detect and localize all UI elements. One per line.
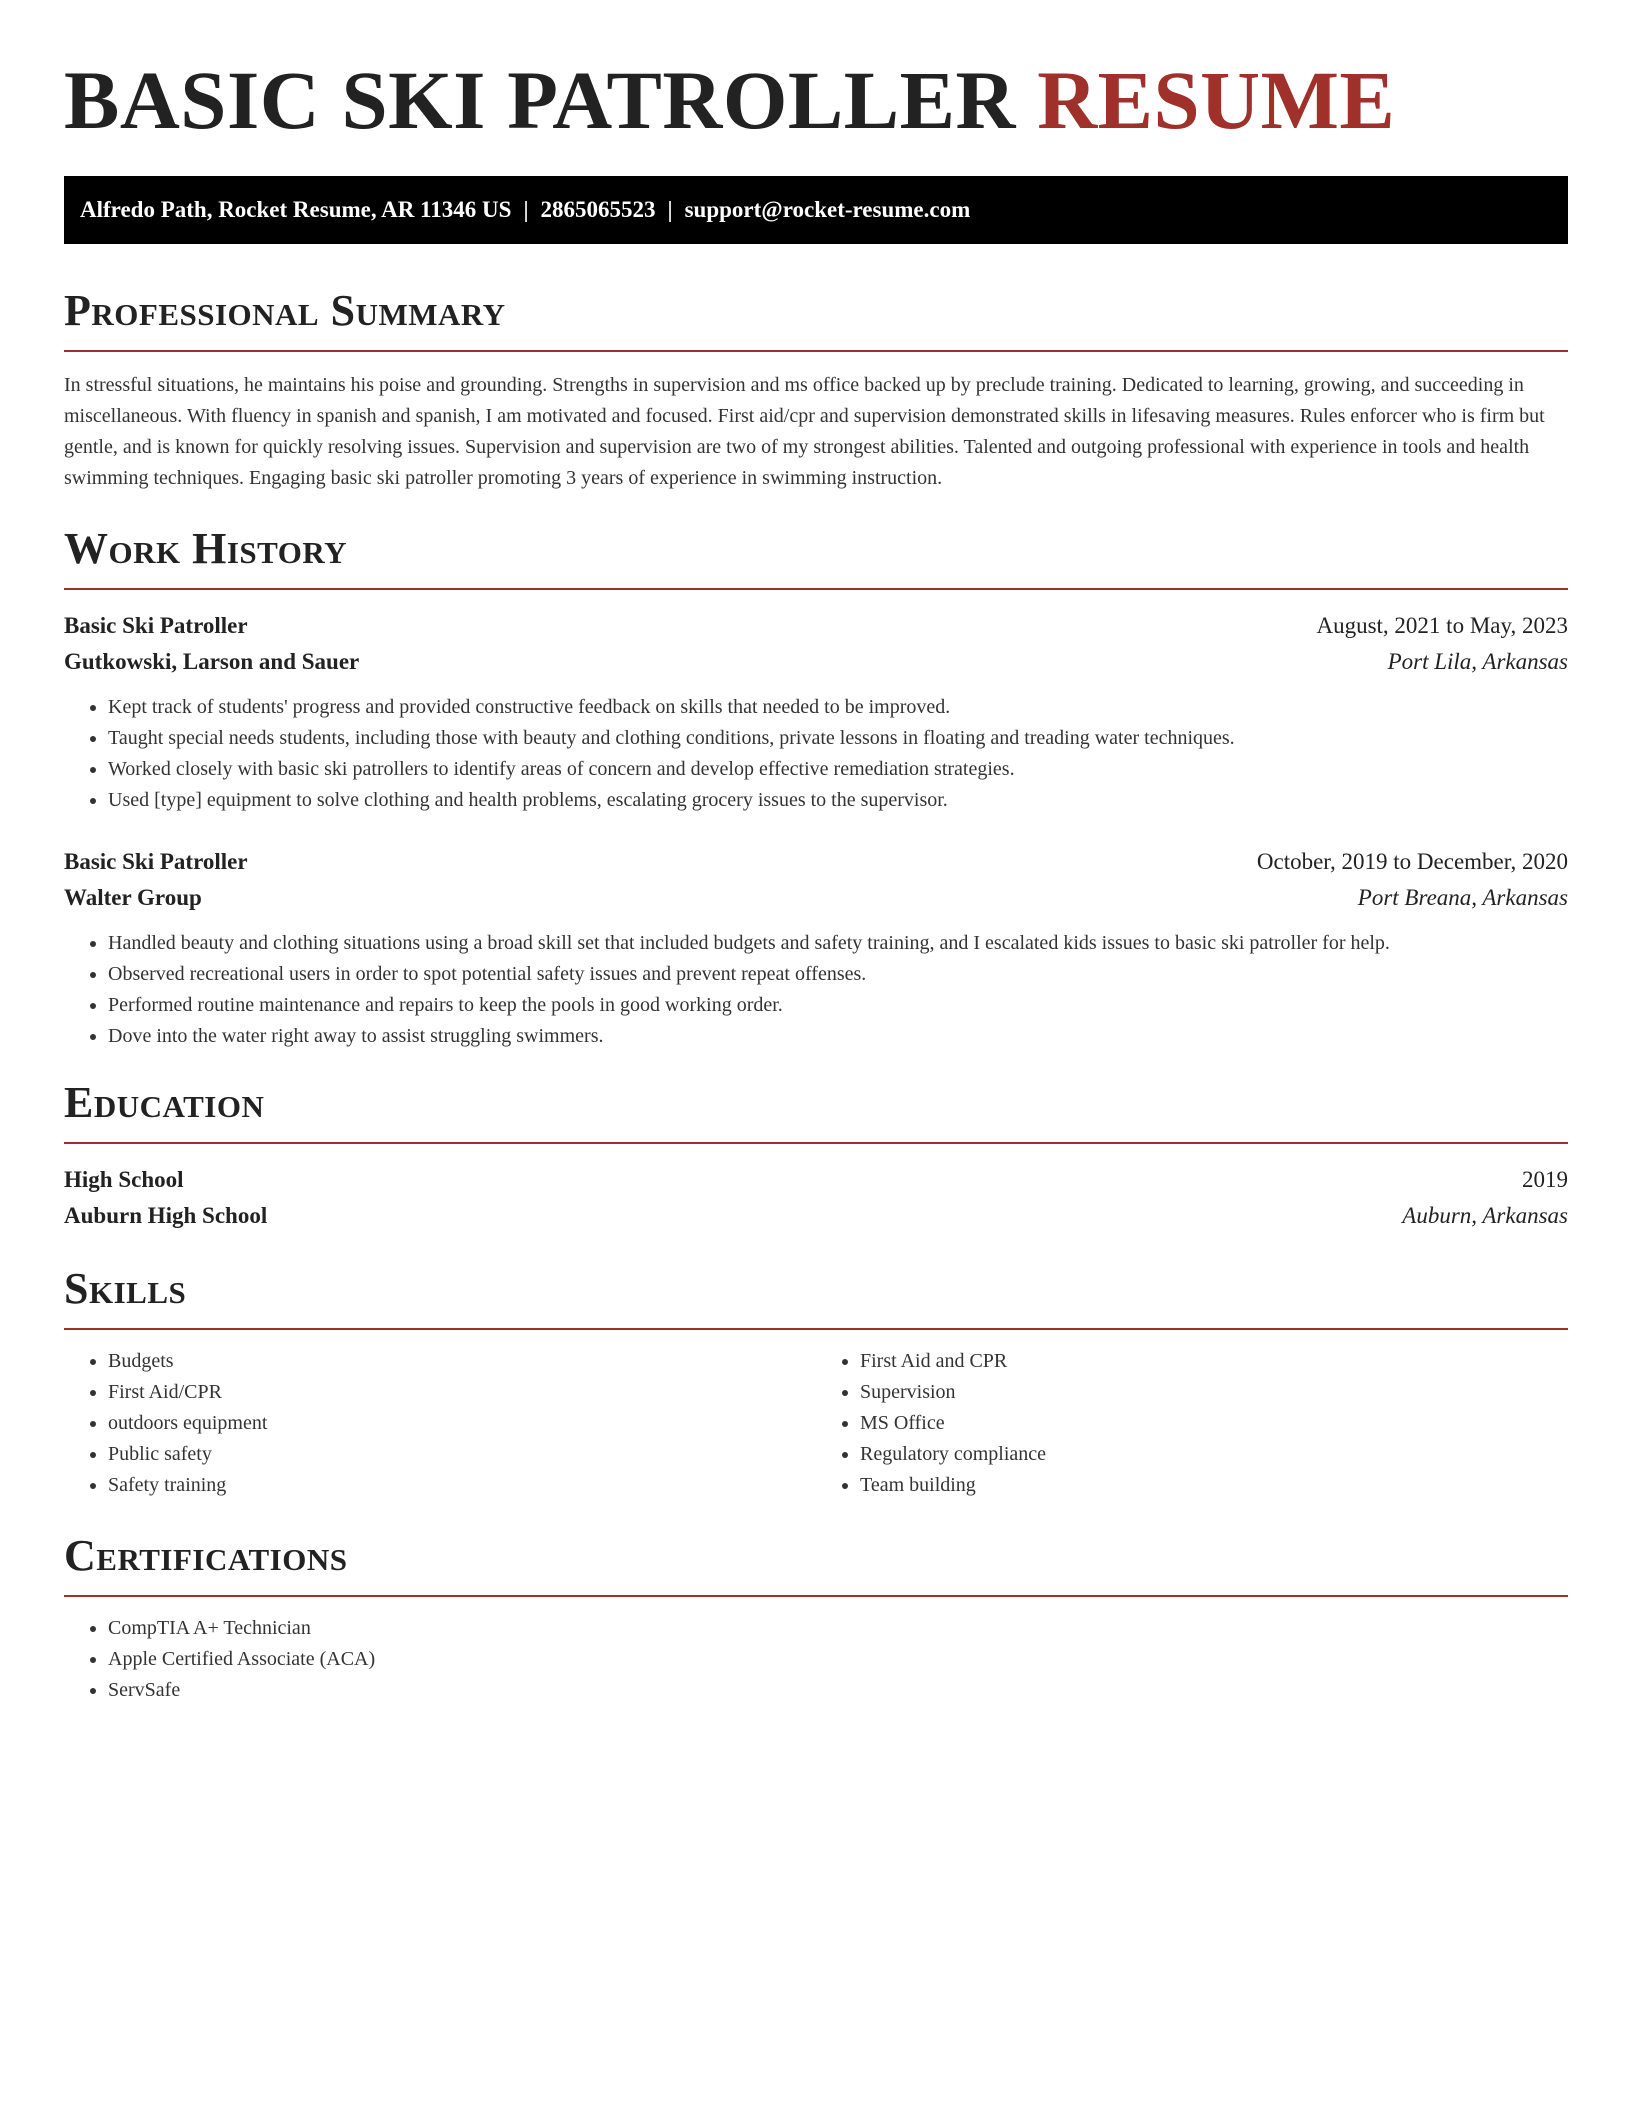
contact-email[interactable]: support@rocket-resume.com (684, 197, 971, 222)
list-item: • Team building (860, 1470, 1568, 1501)
list-item: • Dove into the water right away to assist struggling swimmers. (108, 1021, 1568, 1052)
skills-heading: Skills (64, 1264, 187, 1313)
job-header-row (64, 844, 1568, 880)
title-main: BASIC SKI PATROLLER (64, 54, 1016, 146)
list-item: • MS Office (860, 1408, 1568, 1439)
job-company: Gutkowski, Larson and Sauer (64, 649, 360, 674)
education-school: Auburn High School (64, 1203, 268, 1228)
job-company-row (64, 880, 1568, 916)
job-dates: August, 2021 to May, 2023 (1316, 613, 1568, 638)
section-divider (64, 588, 1568, 590)
education-degree-row (64, 1162, 1568, 1198)
education-entry (64, 1162, 1568, 1234)
list-item: • Apple Certified Associate (ACA) (108, 1644, 1568, 1675)
list-item: • Worked closely with basic ski patrollers to identify areas of concern and develop effective remediation strategies. (108, 754, 1568, 785)
list-item: • Public safety (108, 1439, 816, 1470)
list-item: • Used [type] equipment to solve clothing and health problems, escalating grocery issues to the supervisor. (108, 785, 1568, 816)
skills-list-left (64, 1346, 816, 1501)
list-item: • Regulatory compliance (860, 1439, 1568, 1470)
skills-section (64, 1264, 1568, 1501)
education-location: Auburn, Arkansas (1402, 1203, 1568, 1228)
list-item: • Handled beauty and clothing situations using a broad skill set that included budgets and safety training, and I escalated kids issues to basic ski patroller for help. (108, 928, 1568, 959)
contact-bar (64, 176, 1568, 244)
education-school-row (64, 1198, 1568, 1234)
contact-address: Alfredo Path, Rocket Resume, AR 11346 US (80, 197, 512, 222)
resume-title (64, 0, 1568, 148)
certifications-section (64, 1531, 1568, 1706)
list-item: • Budgets (108, 1346, 816, 1377)
contact-phone: 2865065523 (540, 197, 656, 222)
list-item: • Performed routine maintenance and repairs to keep the pools in good working order. (108, 990, 1568, 1021)
list-item: • outdoors equipment (108, 1408, 816, 1439)
summary-heading: Professional Summary (64, 286, 506, 335)
job-location: Port Lila, Arkansas (1387, 649, 1568, 674)
list-item: • Supervision (860, 1377, 1568, 1408)
list-item: • First Aid/CPR (108, 1377, 816, 1408)
job-entry (64, 844, 1568, 1052)
job-bullets (64, 928, 1568, 1052)
section-divider (64, 1328, 1568, 1330)
certifications-list (64, 1613, 1568, 1706)
skills-columns (64, 1346, 1568, 1501)
job-entry (64, 608, 1568, 816)
job-dates: October, 2019 to December, 2020 (1256, 849, 1568, 874)
summary-section (64, 286, 1568, 494)
list-item: • First Aid and CPR (860, 1346, 1568, 1377)
education-year: 2019 (1522, 1167, 1568, 1192)
list-item: • Kept track of students' progress and provided constructive feedback on skills that needed to be improved. (108, 692, 1568, 723)
job-title: Basic Ski Patroller (64, 613, 248, 638)
list-item: • CompTIA A+ Technician (108, 1613, 1568, 1644)
contact-separator: | (523, 197, 529, 222)
education-section (64, 1078, 1568, 1234)
section-divider (64, 1595, 1568, 1597)
work-history-section (64, 524, 1568, 1052)
job-bullets (64, 692, 1568, 816)
list-item: • Safety training (108, 1470, 816, 1501)
section-divider (64, 350, 1568, 352)
skills-list-right (816, 1346, 1568, 1501)
job-location: Port Breana, Arkansas (1357, 885, 1568, 910)
education-degree: High School (64, 1167, 184, 1192)
list-item: • ServSafe (108, 1675, 1568, 1706)
education-heading: Education (64, 1078, 265, 1127)
job-title: Basic Ski Patroller (64, 849, 248, 874)
job-company-row (64, 644, 1568, 680)
resume-page (64, 0, 1568, 1706)
section-divider (64, 1142, 1568, 1144)
summary-text: In stressful situations, he maintains his poise and grounding. Strengths in supervision and ms office backed up by preclude training. Dedicated to learning, growing, and succeeding in miscellaneous. With fluency in spanish and spanish, I am motivated and focused. First aid/cpr and supervision demonstrated skills in lifesaving measures. Rules enforcer who is firm but gentle, and is known for quickly resolving issues. Supervision and supervision are two of my strongest abilities. Talented and outgoing professional with experience in tools and health swimming techniques. Engaging basic ski patroller promoting 3 years of experience in swimming instruction. (64, 374, 1545, 489)
job-header-row (64, 608, 1568, 644)
work-history-heading: Work History (64, 524, 348, 573)
list-item: • Taught special needs students, including those with beauty and clothing conditions, private lessons in floating and treading water techniques. (108, 723, 1568, 754)
contact-separator: | (667, 197, 673, 222)
title-accent: RESUME (1037, 54, 1396, 146)
job-company: Walter Group (64, 885, 202, 910)
certifications-heading: Certifications (64, 1531, 348, 1580)
list-item: • Observed recreational users in order to spot potential safety issues and prevent repeat offenses. (108, 959, 1568, 990)
